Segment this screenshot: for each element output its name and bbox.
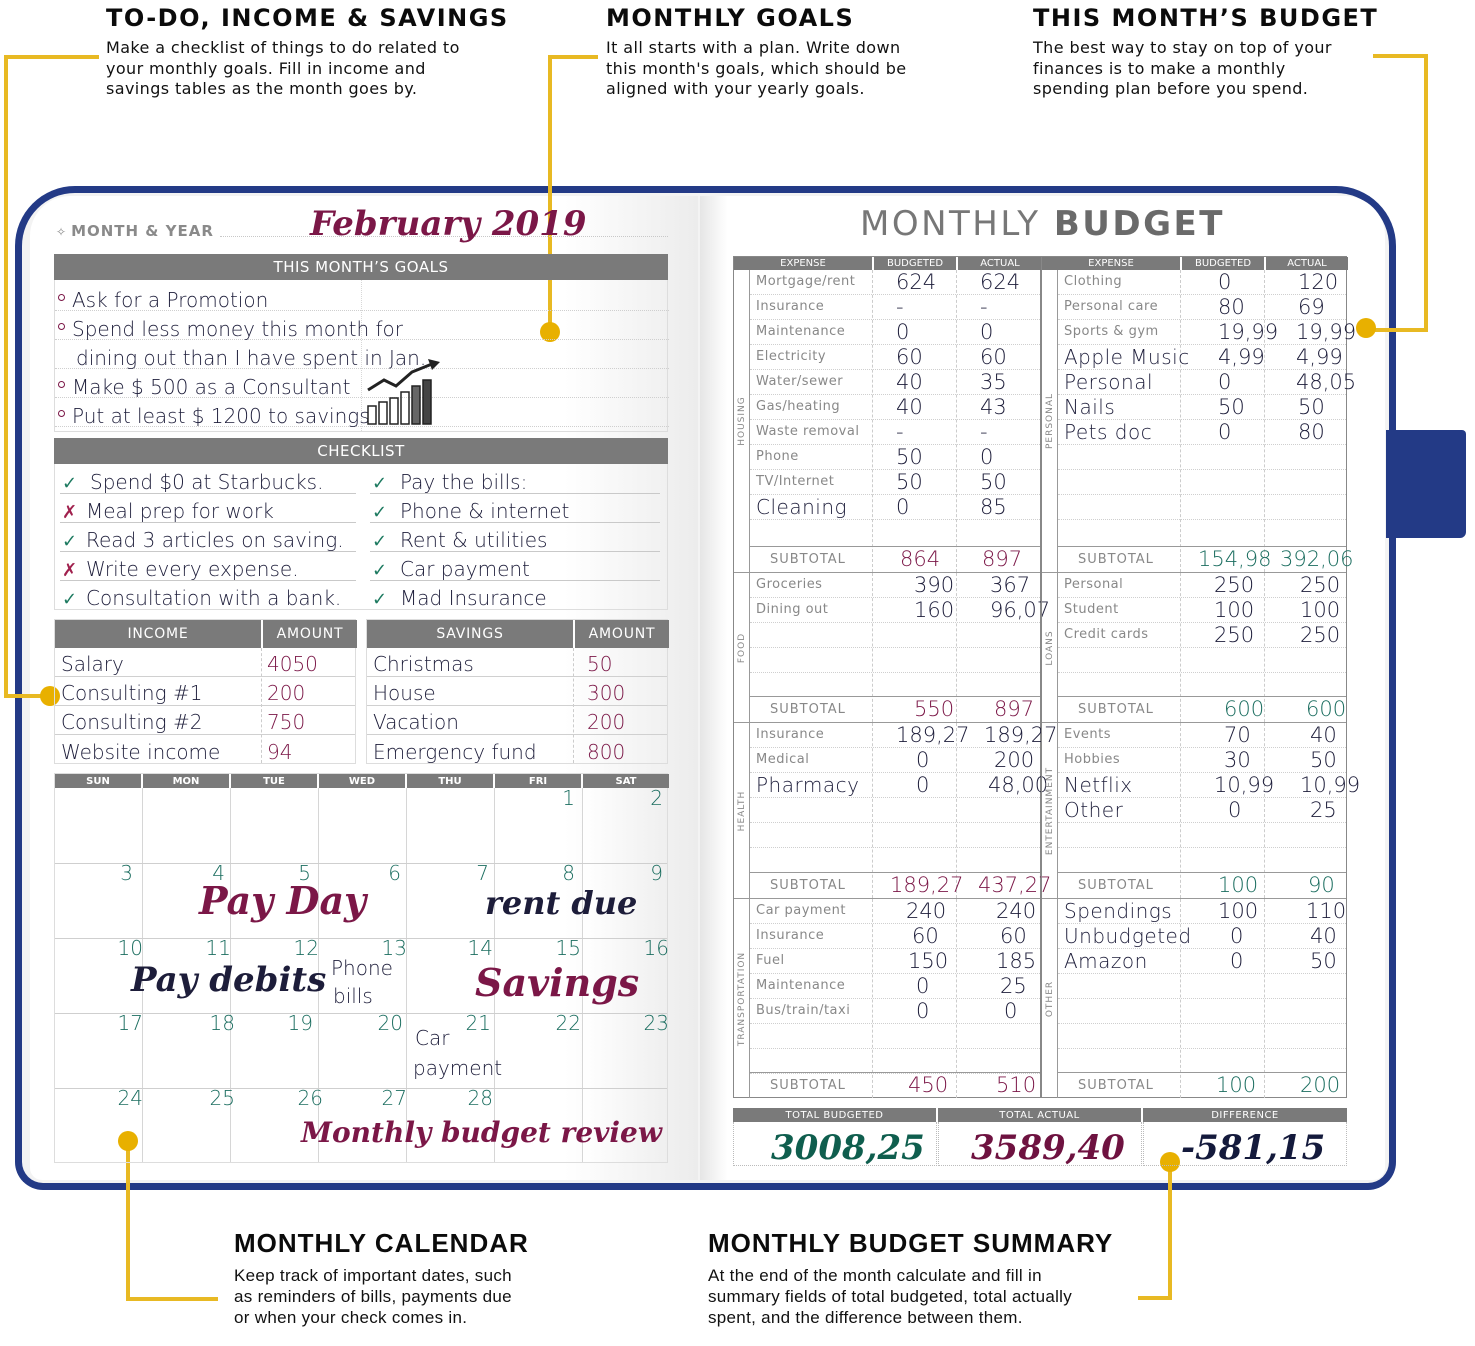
subtotal-row: SUBTOTAL 450 510: [750, 1072, 1040, 1098]
checkmark-icon[interactable]: ✓: [372, 560, 388, 581]
calendar-day[interactable]: 13: [381, 936, 407, 960]
callout-todo: [106, 4, 509, 100]
subtotal-row: SUBTOTAL 154,98 392,06: [1058, 546, 1346, 572]
calendar-day[interactable]: 19: [287, 1011, 313, 1035]
calendar-day[interactable]: 18: [209, 1011, 235, 1035]
checklist-item[interactable]: ✓ Spend $0 at Starbucks.: [62, 470, 324, 494]
page-title: MONTHLY BUDGET: [860, 204, 1225, 244]
expense-row[interactable]: Mortgage/rent 624 624: [750, 270, 1040, 295]
expense-row[interactable]: Maintenance 0 25: [750, 974, 1040, 999]
actual-header: ACTUAL: [958, 257, 1042, 270]
calendar-event-pay-debits[interactable]: Pay debits: [131, 960, 327, 1000]
checkmark-icon[interactable]: ✓: [62, 531, 78, 552]
callout-calendar-title: MONTHLY CALENDAR: [234, 1228, 529, 1258]
calendar-day[interactable]: 10: [117, 936, 143, 960]
savings-row[interactable]: Christmas 50: [367, 648, 667, 677]
checklist-item[interactable]: ✓ Mad Insurance: [372, 586, 547, 610]
calendar-day[interactable]: 20: [377, 1011, 403, 1035]
expense-row[interactable]: Sports & gym 19,99 19,99: [1058, 320, 1346, 345]
section-transportation: TRANSPORTATION Car payment 240 240 Insurance 60 60 Fuel 150 185 Maintenance 0 25 Bus/train/taxi 0 0 SUBTOTAL 450 510: [734, 898, 1040, 1098]
day-header-tue: TUE: [231, 774, 317, 788]
leader-todo-v: [4, 55, 8, 697]
goal-item[interactable]: Spend less money this month for: [58, 317, 403, 341]
expense-row[interactable]: Spendings 100 110: [1058, 899, 1346, 924]
checkmark-icon[interactable]: ✓: [372, 589, 388, 610]
calendar-day[interactable]: 23: [643, 1011, 669, 1035]
bookmark-ribbon: [1386, 430, 1466, 538]
callout-summary-text: At the end of the month calculate and fill in summary fields of total budgeted, total actually spent, and the difference between them.: [708, 1266, 1073, 1327]
calendar-day[interactable]: 9: [650, 861, 663, 885]
savings-row[interactable]: Vacation 200: [367, 706, 667, 735]
budgeted-header: BUDGETED: [1182, 257, 1264, 270]
calendar-event-rent-due[interactable]: rent due: [485, 884, 638, 922]
expense-row[interactable]: Bus/train/taxi 0 0: [750, 999, 1040, 1024]
calendar-day[interactable]: 21: [465, 1011, 491, 1035]
calendar-day[interactable]: 25: [209, 1086, 235, 1110]
savings-header: SAVINGS: [367, 620, 573, 648]
calendar-day[interactable]: 26: [297, 1086, 323, 1110]
goal-item[interactable]: Ask for a Promotion: [58, 288, 268, 312]
month-year-value[interactable]: February 2019: [310, 204, 587, 244]
actual-header: ACTUAL: [1266, 257, 1348, 270]
goal-item[interactable]: Put at least $ 1200 to savings: [58, 404, 370, 428]
section-other: OTHER Spendings 100 110 Unbudgeted 0 40 Amazon 0 50 SUBTOTAL 100 200: [1042, 898, 1346, 1098]
income-row[interactable]: Consulting #2 750: [55, 706, 355, 735]
checklist-header: CHECKLIST: [54, 438, 668, 464]
day-header-thu: THU: [407, 774, 493, 788]
expense-row[interactable]: Water/sewer 40 35: [750, 370, 1040, 395]
savings-table: [366, 619, 668, 764]
expense-row[interactable]: Maintenance 0 0: [750, 320, 1040, 345]
calendar-day[interactable]: 16: [643, 936, 669, 960]
expense-row[interactable]: Insurance 189,27 189,27: [750, 723, 1040, 748]
calendar-day[interactable]: 15: [555, 936, 581, 960]
calendar-day[interactable]: 22: [555, 1011, 581, 1035]
month-year-label-text: MONTH & YEAR: [71, 222, 214, 240]
total-budgeted-value: 3008,25: [771, 1128, 925, 1168]
cross-icon[interactable]: ✗: [62, 502, 78, 523]
expense-row[interactable]: Electricity 60 60: [750, 345, 1040, 370]
callout-calendar: [234, 1228, 544, 1328]
income-table: [54, 619, 356, 764]
budget-summary: [733, 1108, 1347, 1168]
expense-row[interactable]: Car payment 240 240: [750, 899, 1040, 924]
calendar-event-car[interactable]: Car: [415, 1026, 450, 1050]
expense-row[interactable]: Groceries 390 367: [750, 573, 1040, 598]
checkmark-icon[interactable]: ✓: [372, 531, 388, 552]
expense-row[interactable]: Medical 0 200: [750, 748, 1040, 773]
savings-row[interactable]: House 300: [367, 677, 667, 706]
calendar-event-payment[interactable]: payment: [413, 1056, 503, 1080]
checklist-item[interactable]: ✓ Car payment: [372, 557, 530, 581]
expense-row[interactable]: Credit cards 250 250: [1058, 623, 1346, 648]
checklist-item[interactable]: ✓ Consultation with a bank.: [62, 586, 342, 610]
expense-row[interactable]: Student 100 100: [1058, 598, 1346, 623]
subtotal-row: SUBTOTAL 189,27 437,27: [750, 872, 1040, 898]
calendar-day[interactable]: 2: [650, 786, 663, 810]
expense-header: EXPENSE: [734, 257, 872, 270]
expense-row[interactable]: Dining out 160 96,07: [750, 598, 1040, 623]
savings-amount-header: AMOUNT: [575, 620, 669, 648]
subtotal-row: SUBTOTAL 100 200: [1058, 1072, 1346, 1098]
calendar-day[interactable]: 17: [117, 1011, 143, 1035]
callout-budget-text: The best way to stay on top of your finances is to make a monthly spending plan before you spend.: [1033, 38, 1332, 98]
budget-grid-left: [733, 256, 1058, 1098]
budgeted-header: BUDGETED: [874, 257, 956, 270]
month-year-label: [56, 222, 214, 240]
income-row[interactable]: Salary 4050: [55, 648, 355, 677]
expense-row[interactable]: Phone 50 0: [750, 445, 1040, 470]
leader-todo-h: [4, 55, 99, 59]
goals-header: THIS MONTH’S GOALS: [54, 254, 668, 280]
checkmark-icon[interactable]: ✓: [62, 473, 78, 494]
calendar-day[interactable]: 24: [117, 1086, 143, 1110]
expense-row[interactable]: Gas/heating 40 43: [750, 395, 1040, 420]
expense-header: EXPENSE: [1042, 257, 1180, 270]
section-personal: PERSONAL Clothing 0 120 Personal care 80 69 Sports & gym 19,99 19,99 Apple Music 4,99 4,99 Personal 0 48,05 Nails 50 50 Pets doc 0 80 SUBTOTAL 154,98 392,06: [1042, 270, 1346, 572]
calendar-day[interactable]: 11: [205, 936, 231, 960]
day-header-wed: WED: [319, 774, 405, 788]
income-header: INCOME: [55, 620, 261, 648]
expense-row[interactable]: Insurance 60 60: [750, 924, 1040, 949]
calendar-day[interactable]: 28: [467, 1086, 493, 1110]
expense-row[interactable]: Nails 50 50: [1058, 395, 1346, 420]
leader-goals-h: [548, 55, 598, 59]
checklist-item[interactable]: ✓ Read 3 articles on saving.: [62, 528, 344, 552]
total-budgeted-header: TOTAL BUDGETED: [733, 1108, 936, 1122]
section-entertainment: ENTERTAINMENT Events 70 40 Hobbies 30 50 Netflix 10,99 10,99 Other 0 25 SUBTOTAL 100 90: [1042, 722, 1346, 898]
bullet-icon: [58, 294, 65, 301]
checklist-item[interactable]: ✓ Rent & utilities: [372, 528, 548, 552]
calendar-day[interactable]: 4: [212, 861, 225, 885]
callout-goals-title: MONTHLY GOALS: [606, 4, 855, 32]
section-food: FOOD Groceries 390 367 Dining out 160 96,07 SUBTOTAL 550 897: [734, 572, 1040, 722]
goal-item[interactable]: Make $ 500 as a Consultant: [58, 375, 350, 399]
budget-grid-right: [1041, 256, 1361, 1098]
expense-row[interactable]: Personal 250 250: [1058, 573, 1346, 598]
calendar-day[interactable]: 27: [381, 1086, 407, 1110]
callout-budget: [1033, 4, 1379, 100]
total-actual-value: 3589,40: [971, 1128, 1125, 1168]
expense-row[interactable]: Personal 0 48,05: [1058, 370, 1346, 395]
day-header-sat: SAT: [583, 774, 669, 788]
callout-summary-title: MONTHLY BUDGET SUMMARY: [708, 1228, 1114, 1258]
checklist-item[interactable]: ✗ Meal prep for work: [62, 499, 274, 523]
subtotal-row: SUBTOTAL 100 90: [1058, 872, 1346, 898]
leader-calendar-v: [126, 1140, 130, 1300]
callout-budget-title: THIS MONTH’S BUDGET: [1033, 4, 1379, 32]
expense-row[interactable]: Apple Music 4,99 4,99: [1058, 345, 1346, 370]
day-header-mon: MON: [143, 774, 229, 788]
leader-summary-v: [1168, 1162, 1172, 1300]
leaf-icon: ✧: [56, 225, 68, 239]
checkmark-icon[interactable]: ✓: [62, 589, 78, 610]
callout-goals-text: It all starts with a plan. Write down this month's goals, which should be aligned with your yearly goals.: [606, 38, 907, 98]
calendar-day[interactable]: 14: [467, 936, 493, 960]
bullet-icon: [58, 323, 65, 330]
checkmark-icon[interactable]: ✓: [372, 473, 388, 494]
expense-row[interactable]: TV/Internet 50 50: [750, 470, 1040, 495]
savings-row[interactable]: Emergency fund 800: [373, 740, 626, 764]
expense-row[interactable]: Personal care 80 69: [1058, 295, 1346, 320]
calendar-day[interactable]: 6: [388, 861, 401, 885]
expense-row[interactable]: Clothing 0 120: [1058, 270, 1346, 295]
expense-row[interactable]: Unbudgeted 0 40: [1058, 924, 1346, 949]
calendar-day[interactable]: 8: [562, 861, 575, 885]
callout-todo-title: TO-DO, INCOME & SAVINGS: [106, 4, 509, 32]
expense-row[interactable]: Insurance - -: [750, 295, 1040, 320]
calendar-event-pay-day[interactable]: Pay Day: [199, 878, 367, 923]
goal-item-continued[interactable]: dining out than I have spent in Jan.: [76, 346, 427, 370]
calendar-event-bills[interactable]: bills: [333, 984, 373, 1008]
day-header-fri: FRI: [495, 774, 581, 788]
calendar-day[interactable]: 5: [298, 861, 311, 885]
subtotal-row: SUBTOTAL 550 897: [750, 696, 1040, 722]
calendar-day[interactable]: 3: [120, 861, 133, 885]
difference-header: DIFFERENCE: [1143, 1108, 1347, 1122]
expense-row[interactable]: Pharmacy 0 48,00: [750, 773, 1040, 798]
expense-row[interactable]: Netflix 10,99 10,99: [1058, 773, 1346, 798]
section-housing: HOUSING Mortgage/rent 624 624 Insurance - - Maintenance 0 0 Electricity 60 60 Water/sewer 40 35 Gas/heating 40 43 Waste removal - - Phone 50 0 TV/Internet 50 50 Cleaning 0 85 SUBTOTAL 864 897: [734, 270, 1040, 572]
day-header-sun: SUN: [55, 774, 141, 788]
subtotal-row: SUBTOTAL 864 897: [750, 546, 1040, 572]
callout-calendar-text: Keep track of important dates, such as reminders of bills, payments due or when your check comes in.: [234, 1266, 512, 1327]
income-amount-header: AMOUNT: [263, 620, 357, 648]
expense-row[interactable]: Hobbies 30 50: [1058, 748, 1346, 773]
section-loans: LOANS Personal 250 250 Student 100 100 Credit cards 250 250 SUBTOTAL 600 600: [1042, 572, 1346, 722]
calendar-event-budget-review[interactable]: Monthly budget review: [301, 1116, 662, 1149]
callout-todo-text: Make a checklist of things to do related to your monthly goals. Fill in income and savings tables as the month goes by.: [106, 38, 460, 98]
monthly-calendar: [54, 773, 668, 1163]
checklist-item[interactable]: ✗ Write every expense.: [62, 557, 299, 581]
total-actual-header: TOTAL ACTUAL: [938, 1108, 1141, 1122]
bullet-icon: [58, 410, 65, 417]
checkmark-icon[interactable]: ✓: [372, 502, 388, 523]
subtotal-row: SUBTOTAL 600 600: [1058, 696, 1346, 722]
checklist-item[interactable]: ✓ Pay the bills:: [372, 470, 528, 494]
leader-summary-h: [1138, 1296, 1172, 1300]
calendar-event-phone[interactable]: Phone: [331, 956, 393, 980]
growth-chart-icon: [366, 358, 442, 426]
expense-row[interactable]: Cleaning 0 85: [750, 495, 1040, 520]
expense-row[interactable]: Fuel 150 185: [750, 949, 1040, 974]
difference-value: -581,15: [1181, 1128, 1326, 1168]
calendar-day[interactable]: 1: [562, 786, 575, 810]
expense-row[interactable]: Waste removal - -: [750, 420, 1040, 445]
expense-row[interactable]: Events 70 40: [1058, 723, 1346, 748]
expense-row[interactable]: Other 0 25: [1058, 798, 1346, 823]
income-row[interactable]: Website income 94: [61, 740, 293, 764]
expense-row[interactable]: Amazon 0 50: [1058, 949, 1346, 974]
callout-summary: [708, 1228, 1128, 1328]
section-health: HEALTH Insurance 189,27 189,27 Medical 0 200 Pharmacy 0 48,00 SUBTOTAL 189,27 437,27: [734, 722, 1040, 898]
expense-row[interactable]: Pets doc 0 80: [1058, 420, 1346, 445]
leader-budget-v: [1424, 54, 1428, 332]
callout-goals: [606, 4, 936, 100]
bullet-icon: [58, 381, 65, 388]
calendar-day[interactable]: 12: [293, 936, 319, 960]
checklist-item[interactable]: ✓ Phone & internet: [372, 499, 570, 523]
calendar-event-savings[interactable]: Savings: [475, 960, 640, 1005]
marker-dot-budget: [1356, 318, 1376, 338]
leader-calendar-h: [126, 1297, 218, 1301]
leader-budget-h: [1373, 54, 1428, 58]
income-row[interactable]: Consulting #1 200: [55, 677, 355, 706]
calendar-day[interactable]: 7: [476, 861, 489, 885]
cross-icon[interactable]: ✗: [62, 560, 78, 581]
